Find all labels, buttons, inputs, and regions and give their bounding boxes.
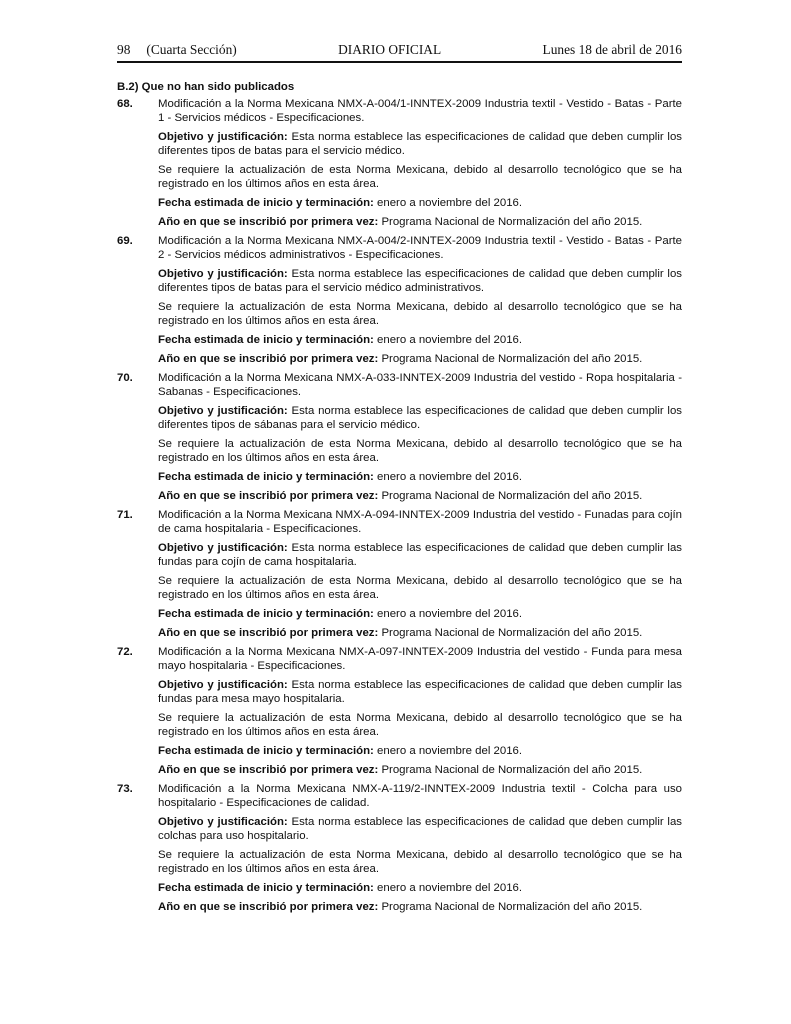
fecha-text: enero a noviembre del 2016. [377,608,523,620]
list-item [117,782,682,914]
fecha-label: Fecha estimada de inicio y terminación: [158,745,374,757]
entry-number: 71. [117,509,133,521]
entry-objetivo [158,404,682,432]
objetivo-text: Esta norma establece las especificaciones de calidad que deben cumplir los diferentes tipos de batas para el servicio médico. [158,131,682,157]
anio-text: Programa Nacional de Normalización del año 2015. [381,353,643,365]
header-left [117,42,237,58]
entry-title: Modificación a la Norma Mexicana NMX-A-004/1-INNTEX-2009 Industria textil - Vestido - Batas - Parte 1 - Servicios médicos - Especificaciones. [158,98,682,124]
entry-fecha [158,470,682,484]
document-page [117,42,682,919]
entry-anio [158,763,682,777]
objetivo-label: Objetivo y justificación: [158,268,288,280]
entry-anio [158,215,682,229]
fecha-text: enero a noviembre del 2016. [377,334,523,346]
list-item [117,371,682,503]
journal-name: DIARIO OFICIAL [338,42,442,57]
fecha-text: enero a noviembre del 2016. [377,882,523,894]
entry-heading [117,645,682,673]
entry-number: 73. [117,783,133,795]
page-header [117,42,682,63]
entry-heading [117,782,682,810]
fecha-label: Fecha estimada de inicio y terminación: [158,334,374,346]
objetivo-text: Esta norma establece las especificaciones de calidad que deben cumplir las fundas para cojín de cama hospitalaria. [158,542,682,568]
fecha-text: enero a noviembre del 2016. [377,471,523,483]
entry-heading [117,234,682,262]
anio-label: Año en que se inscribió por primera vez: [158,627,379,639]
entry-anio [158,352,682,366]
section-name: (Cuarta Sección) [146,42,237,57]
fecha-label: Fecha estimada de inicio y terminación: [158,471,374,483]
anio-text: Programa Nacional de Normalización del año 2015. [381,764,643,776]
anio-label: Año en que se inscribió por primera vez: [158,216,379,228]
objetivo-label: Objetivo y justificación: [158,405,288,417]
anio-label: Año en que se inscribió por primera vez: [158,353,379,365]
list-item [117,645,682,777]
page-number: 98 [117,42,131,57]
anio-label: Año en que se inscribió por primera vez: [158,901,379,913]
entry-heading [117,508,682,536]
anio-text: Programa Nacional de Normalización del año 2015. [381,901,643,913]
entry-requerimiento: Se requiere la actualización de esta Norma Mexicana, debido al desarrollo tecnológico que se ha registrado en los últimos años en esta área. [158,301,682,327]
document-body [117,80,682,914]
anio-label: Año en que se inscribió por primera vez: [158,490,379,502]
anio-text: Programa Nacional de Normalización del año 2015. [381,627,643,639]
entry-anio [158,900,682,914]
entry-title: Modificación a la Norma Mexicana NMX-A-097-INNTEX-2009 Industria del vestido - Funda para mesa mayo hospitalaria - Especificaciones. [158,646,682,672]
entry-anio [158,489,682,503]
anio-label: Año en que se inscribió por primera vez: [158,764,379,776]
entry-title: Modificación a la Norma Mexicana NMX-A-119/2-INNTEX-2009 Industria textil - Colcha para uso hospitalario - Especificaciones de calidad. [158,783,682,809]
entry-fecha [158,196,682,210]
fecha-text: enero a noviembre del 2016. [377,745,523,757]
entry-requerimiento: Se requiere la actualización de esta Norma Mexicana, debido al desarrollo tecnológico que se ha registrado en los últimos años en esta área. [158,575,682,601]
entry-title: Modificación a la Norma Mexicana NMX-A-094-INNTEX-2009 Industria del vestido - Funadas para cojín de cama hospitalaria - Especificaciones. [158,509,682,535]
entry-number: 69. [117,235,133,247]
entry-objetivo [158,541,682,569]
entry-requerimiento: Se requiere la actualización de esta Norma Mexicana, debido al desarrollo tecnológico que se ha registrado en los últimos años en esta área. [158,438,682,464]
entry-fecha [158,744,682,758]
entry-objetivo [158,267,682,295]
entry-number: 68. [117,98,133,110]
publication-date: Lunes 18 de abril de 2016 [542,42,682,57]
entry-objetivo [158,678,682,706]
entry-heading [117,97,682,125]
anio-text: Programa Nacional de Normalización del año 2015. [381,216,643,228]
objetivo-label: Objetivo y justificación: [158,542,288,554]
entry-number: 70. [117,372,133,384]
list-item [117,508,682,640]
entry-heading [117,371,682,399]
section-title: B.2) Que no han sido publicados [117,81,295,93]
anio-text: Programa Nacional de Normalización del año 2015. [381,490,643,502]
fecha-label: Fecha estimada de inicio y terminación: [158,608,374,620]
list-item [117,234,682,366]
objetivo-label: Objetivo y justificación: [158,816,288,828]
objetivo-label: Objetivo y justificación: [158,679,288,691]
entry-title: Modificación a la Norma Mexicana NMX-A-004/2-INNTEX-2009 Industria textil - Vestido - Batas - Parte 2 - Servicios médicos administrativos - Especificaciones. [158,235,682,261]
objetivo-text: Esta norma establece las especificaciones de calidad que deben cumplir los diferentes tipos de batas para el servicio médico administrativos. [158,268,682,294]
entry-objetivo [158,815,682,843]
entry-fecha [158,333,682,347]
entry-requerimiento: Se requiere la actualización de esta Norma Mexicana, debido al desarrollo tecnológico que se ha registrado en los últimos años en esta área. [158,712,682,738]
objetivo-text: Esta norma establece las especificaciones de calidad que deben cumplir las colchas para uso hospitalario. [158,816,682,842]
entry-fecha [158,607,682,621]
objetivo-label: Objetivo y justificación: [158,131,288,143]
entry-number: 72. [117,646,133,658]
objetivo-text: Esta norma establece las especificaciones de calidad que deben cumplir los diferentes tipos de sábanas para el servicio médico. [158,405,682,431]
fecha-label: Fecha estimada de inicio y terminación: [158,197,374,209]
entry-objetivo [158,130,682,158]
entry-requerimiento: Se requiere la actualización de esta Norma Mexicana, debido al desarrollo tecnológico que se ha registrado en los últimos años en esta área. [158,164,682,190]
list-item [117,97,682,229]
entry-fecha [158,881,682,895]
fecha-text: enero a noviembre del 2016. [377,197,523,209]
entry-title: Modificación a la Norma Mexicana NMX-A-033-INNTEX-2009 Industria del vestido - Ropa hospitalaria - Sabanas - Especificaciones. [158,372,682,398]
entry-anio [158,626,682,640]
objetivo-text: Esta norma establece las especificaciones de calidad que deben cumplir las fundas para mesa mayo hospitalaria. [158,679,682,705]
fecha-label: Fecha estimada de inicio y terminación: [158,882,374,894]
entry-requerimiento: Se requiere la actualización de esta Norma Mexicana, debido al desarrollo tecnológico que se ha registrado en los últimos años en esta área. [158,849,682,875]
entries-list [117,97,682,914]
